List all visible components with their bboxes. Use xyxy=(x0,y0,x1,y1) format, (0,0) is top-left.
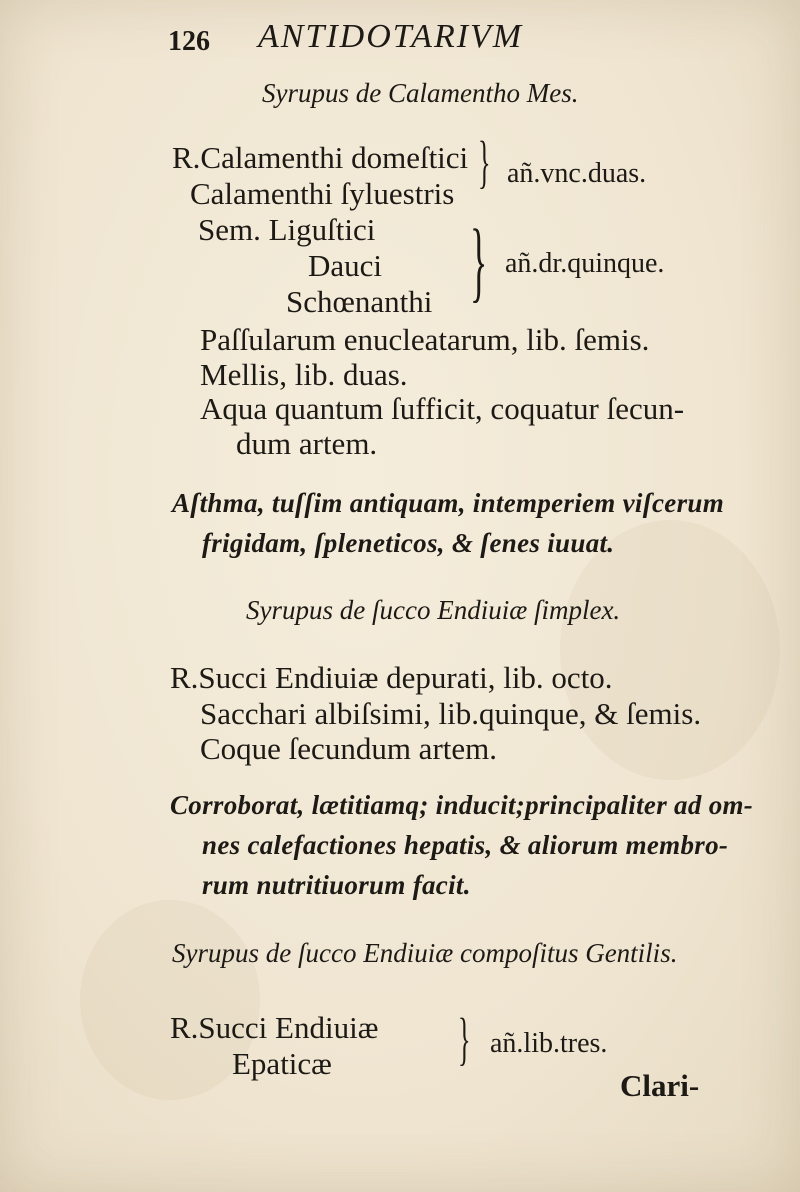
page-number: 126 xyxy=(168,26,210,57)
ingredient-line: Paſſularum enucleatarum, lib. ſemis. xyxy=(200,322,650,357)
recipe-title: Syrupus de ſucco Endiuiæ ſimplex. xyxy=(246,595,621,625)
catchword: Clari- xyxy=(620,1068,700,1103)
ingredient-line: Calamenthi ſyluestris xyxy=(190,176,455,211)
ingredient-line: Sacchari albiſsimi, lib.quinque, & ſemis. xyxy=(200,696,702,731)
paper-stain xyxy=(560,520,780,780)
ingredient-line: R.Succi Endiuiæ depurati, lib. octo. xyxy=(170,660,613,695)
usage-note: nes calefactiones hepatis, & aliorum membro- xyxy=(202,830,729,860)
ingredient-line: R.Succi Endiuiæ xyxy=(170,1010,379,1045)
dose-text: añ.lib.tres. xyxy=(490,1028,608,1059)
ingredient-line: Schœnanthi xyxy=(286,284,433,319)
brace-mark: } xyxy=(478,129,491,194)
dose-text: añ.vnc.duas. xyxy=(507,158,647,189)
ingredient-line: Epaticæ xyxy=(232,1046,332,1081)
ingredient-line: Dauci xyxy=(308,248,383,283)
ingredient-line: Aqua quantum ſufficit, coquatur ſecun- xyxy=(200,391,685,426)
ingredient-line: Sem. Liguſtici xyxy=(198,212,376,247)
running-title: ANTIDOTARIVM xyxy=(258,18,524,55)
usage-note: Corroborat, lætitiamq; inducit;principaliter ad om- xyxy=(170,790,754,820)
recipe-title: Syrupus de ſucco Endiuiæ compoſitus Gentilis. xyxy=(172,938,678,968)
usage-note: rum nutritiuorum facit. xyxy=(202,870,471,900)
ingredient-line: Coque ſecundum artem. xyxy=(200,731,497,766)
brace-mark: } xyxy=(458,1006,471,1071)
usage-note: Aſthma, tuſſim antiquam, intemperiem viſcerum xyxy=(172,488,725,518)
ingredient-line: dum artem. xyxy=(236,426,378,461)
brace-mark: } xyxy=(470,212,488,311)
recipe-title: Syrupus de Calamentho Mes. xyxy=(262,78,579,108)
ingredient-line: Mellis, lib. duas. xyxy=(200,357,408,392)
dose-text: añ.dr.quinque. xyxy=(505,248,665,279)
usage-note: frigidam, ſpleneticos, & ſenes iuuat. xyxy=(202,528,615,558)
ingredient-line: R.Calamenthi domeſtici xyxy=(172,140,469,175)
